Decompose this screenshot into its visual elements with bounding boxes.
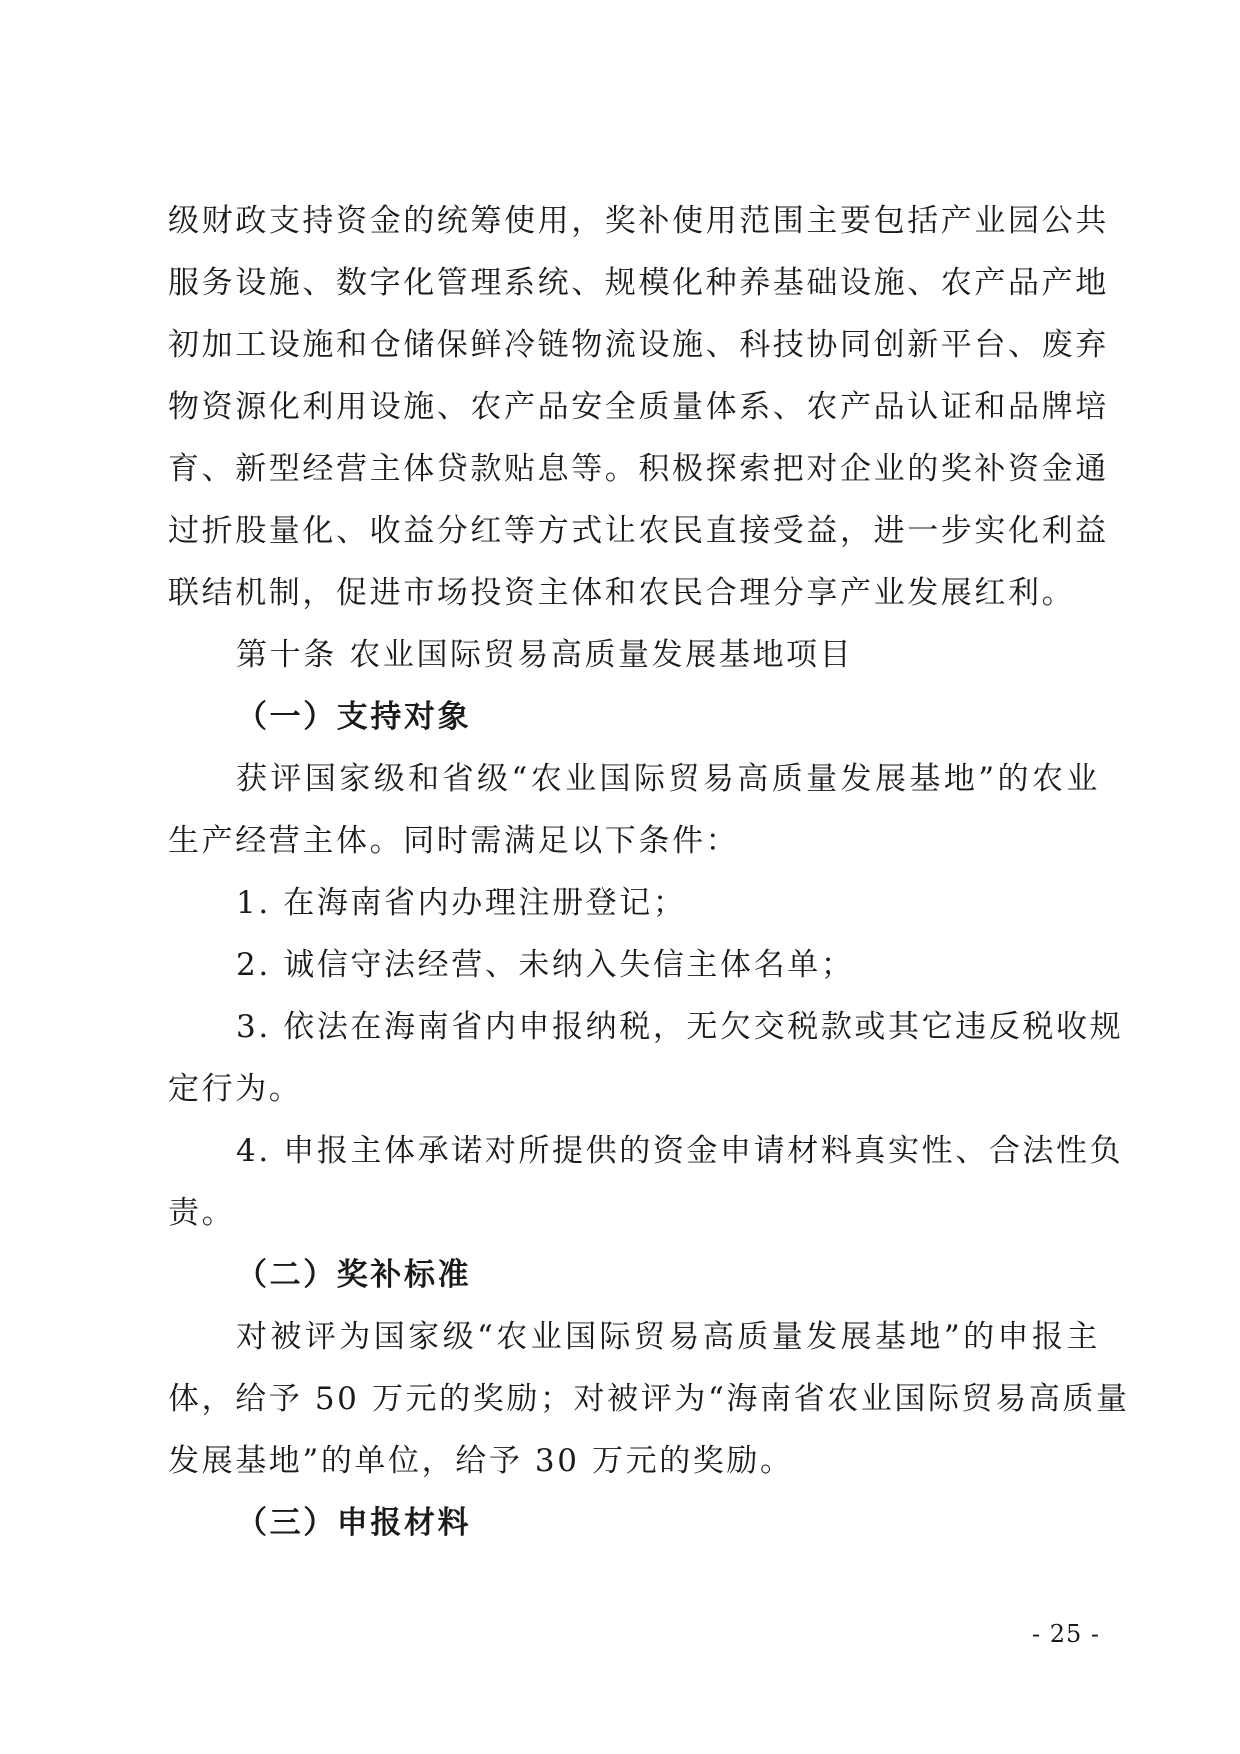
document-body bbox=[168, 190, 1130, 1554]
paragraph-line: 联结机制，促进市场投资主体和农民合理分享产业发展红利。 bbox=[168, 575, 1076, 611]
section-heading: （二）奖补标准 bbox=[236, 1257, 472, 1293]
paragraph-line: 过折股量化、收益分红等方式让农民直接受益，进一步实化利益 bbox=[168, 513, 1109, 549]
paragraph-line: 初加工设施和仓储保鲜冷链物流设施、科技协同创新平台、废弃 bbox=[168, 327, 1109, 363]
paragraph-line: 发展基地”的单位，给予 30 万元的奖励。 bbox=[168, 1443, 794, 1479]
list-item: 2. 诚信守法经营、未纳入失信主体名单； bbox=[236, 947, 855, 983]
list-item: 4. 申报主体承诺对所提供的资金申请材料真实性、合法性负 bbox=[236, 1133, 1124, 1169]
paragraph-line: 体，给予 50 万元的奖励；对被评为“海南省农业国际贸易高质量 bbox=[168, 1381, 1130, 1417]
paragraph-line: 获评国家级和省级“农业国际贸易高质量发展基地”的农业 bbox=[236, 761, 1100, 797]
list-item-continuation: 定行为。 bbox=[168, 1071, 303, 1107]
paragraph-line: 级财政支持资金的统筹使用，奖补使用范围主要包括产业园公共 bbox=[168, 203, 1109, 239]
paragraph-line: 对被评为国家级“农业国际贸易高质量发展基地”的申报主 bbox=[236, 1319, 1100, 1355]
list-item: 1. 在海南省内办理注册登记； bbox=[236, 885, 687, 921]
paragraph-line: 服务设施、数字化管理系统、规模化种养基础设施、农产品产地 bbox=[168, 265, 1109, 301]
section-heading: （一）支持对象 bbox=[236, 699, 472, 735]
paragraph-line: 生产经营主体。同时需满足以下条件： bbox=[168, 823, 740, 859]
paragraph-line: 物资源化利用设施、农产品安全质量体系、农产品认证和品牌培 bbox=[168, 389, 1109, 425]
section-heading: （三）申报材料 bbox=[236, 1505, 472, 1541]
paragraph-line: 育、新型经营主体贷款贴息等。积极探索把对企业的奖补资金通 bbox=[168, 451, 1109, 487]
article-heading: 第十条 农业国际贸易高质量发展基地项目 bbox=[236, 637, 854, 673]
list-item-continuation: 责。 bbox=[168, 1195, 236, 1231]
page-number: - 25 - bbox=[1031, 1620, 1100, 1648]
list-item: 3. 依法在海南省内申报纳税，无欠交税款或其它违反税收规 bbox=[236, 1009, 1124, 1045]
